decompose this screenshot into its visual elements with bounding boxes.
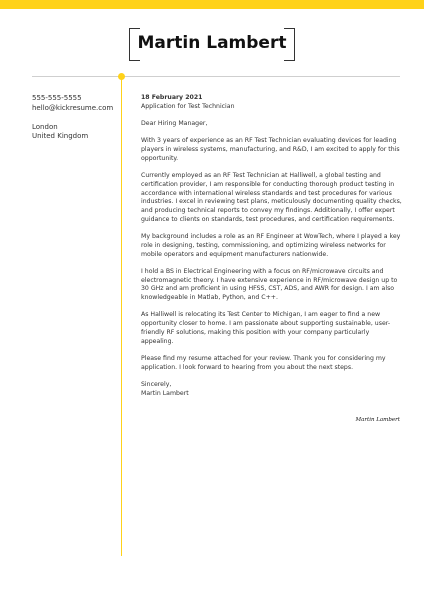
letter-subject: Application for Test Technician (141, 102, 235, 110)
city: London (32, 122, 58, 131)
paragraph: Currently employed as an RF Test Technician at Halliwell, a global testing and certification provider, I am responsible for conducting thorough product testing in accordance with international wireless standards and test procedures for various industries. I excel in reviewing test plans, meticulously documenting quality checks, and producing technical reports to convey my findings. Additionally, I offer expert guidance to clients on standards, test procedures, and certification requirements. (141, 172, 402, 223)
paragraph: As Halliwell is relocating its Test Center to Michigan, I am eager to find a new opportunity closer to home. I am passionate about supporting sustainable, user-friendly RF solutions, making this position with your company particularly appealing. (141, 311, 391, 345)
paragraph: With 3 years of experience as an RF Test Technician evaluating devices for leading players in wireless systems, manufacturing, and R&D, I am excited to apply for this opportunity. (141, 137, 400, 162)
name-frame (129, 28, 295, 61)
email-address: hello@kickresume.com (32, 103, 114, 112)
letter-body (141, 94, 403, 407)
paragraph: I hold a BS in Electrical Engineering with a focus on RF/microwave circuits and electromagnetic theory. I have extensive experience in RF/microwave design up to 30 GHz and am proficient in using HFSS, CST, ADS, and AWR for design. I am also knowledgeable in Matlab, Python, and C++. (141, 267, 398, 302)
candidate-name: Martin Lambert (137, 33, 287, 53)
divider-dot (118, 73, 125, 80)
paragraph: My background includes a role as an RF Engineer at WowTech, where I played a key role in designing, testing, commissioning, and optimizing wireless networks for mobile operators and equipment manufacturers nationwide. (141, 233, 401, 258)
letter-date: 18 February 2021 (141, 94, 203, 101)
horizontal-divider (32, 76, 400, 77)
top-accent-bar (0, 0, 424, 9)
salutation: Dear Hiring Manager, (141, 120, 208, 128)
paragraph: Please find my resume attached for your review. Thank you for considering my application. I look forward to hearing from you about the next steps. (141, 354, 386, 371)
closing: Sincerely, (141, 381, 172, 389)
closing-name: Martin Lambert (141, 389, 189, 397)
country: United Kingdom (32, 132, 89, 141)
contact-sidebar (32, 94, 113, 142)
signature: Martin Lambert (355, 417, 400, 423)
vertical-divider (121, 76, 122, 556)
phone-number: 555-555-5555 (32, 94, 82, 102)
